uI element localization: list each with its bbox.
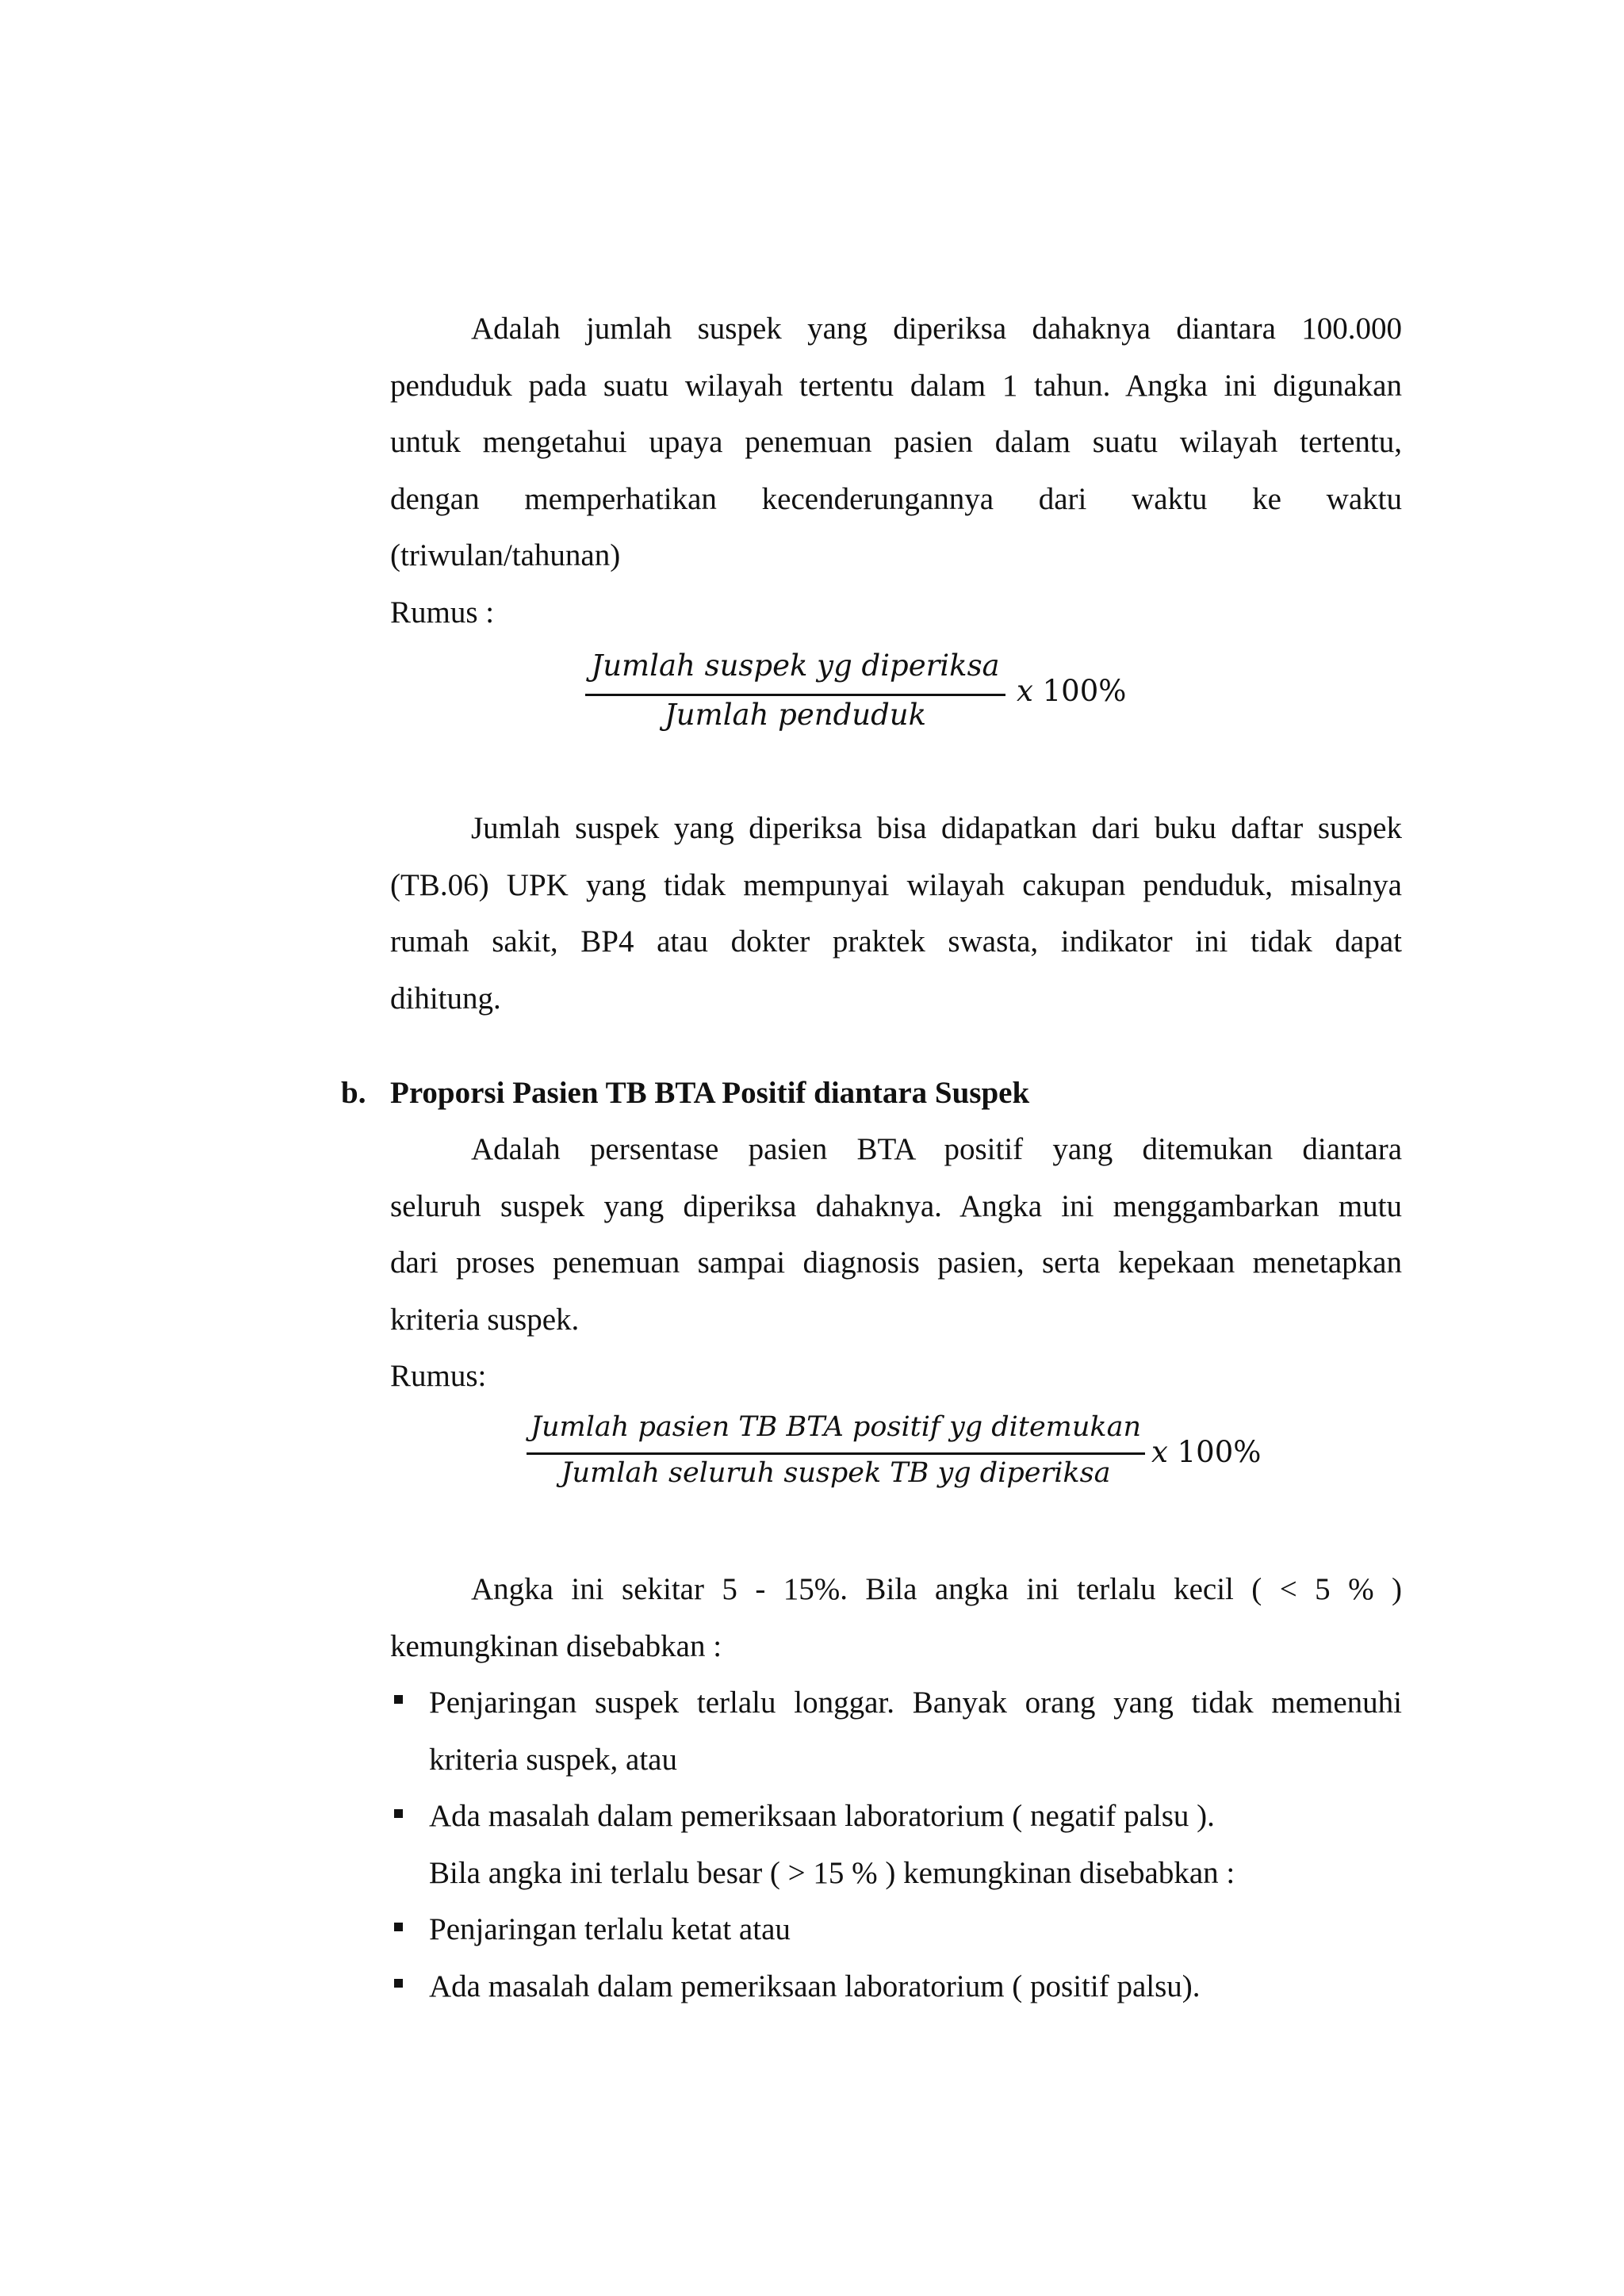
formula-numerator: Jumlah pasien TB BTA positif yg ditemukan	[530, 1411, 1142, 1443]
section-heading: Proporsi Pasien TB BTA Positif diantara Suspek	[390, 1076, 1030, 1110]
multiply-symbol: x	[1017, 674, 1033, 708]
bullet-square-icon	[394, 1979, 403, 1988]
formula-fraction	[527, 1411, 1145, 1498]
fraction-bar	[585, 694, 1005, 696]
paragraph-line: untuk mengetahui upaya penemuan pasien dalam suatu wilayah tertentu,	[390, 425, 1402, 459]
list-item: Ada masalah dalam pemeriksaan laboratorium ( positif palsu).	[429, 1969, 1201, 2003]
list-item: Ada masalah dalam pemeriksaan laboratorium ( negatif palsu ).	[429, 1799, 1215, 1833]
percentage-value: 100%	[1042, 674, 1127, 708]
fraction-bar	[527, 1452, 1145, 1455]
formula-multiplier	[1151, 1435, 1261, 1469]
list-item-continuation: kriteria suspek, atau	[429, 1743, 677, 1777]
paragraph-line: (TB.06) UPK yang tidak mempunyai wilayah cakupan penduduk, misalnya	[390, 868, 1402, 902]
paragraph-line: dari proses penemuan sampai diagnosis pasien, serta kepekaan menetapkan	[390, 1246, 1402, 1280]
paragraph-line: rumah sakit, BP4 atau dokter praktek swasta, indikator ini tidak dapat	[390, 924, 1402, 959]
paragraph-line: dihitung.	[390, 982, 501, 1016]
list-item: Penjaringan suspek terlalu longgar. Banyak orang yang tidak memenuhi	[429, 1686, 1402, 1720]
formula-fraction	[585, 649, 1005, 744]
multiply-symbol: x	[1151, 1435, 1168, 1469]
paragraph-line: kemungkinan disebabkan :	[390, 1629, 722, 1663]
rumus-label: Rumus:	[390, 1359, 487, 1393]
percentage-value: 100%	[1177, 1435, 1262, 1469]
formula-denominator: Jumlah seluruh suspek TB yg diperiksa	[561, 1457, 1111, 1489]
paragraph-line: (triwulan/tahunan)	[390, 538, 621, 572]
section-marker: b.	[341, 1076, 366, 1110]
formula-multiplier	[1017, 674, 1126, 708]
list-item: Penjaringan terlalu ketat atau	[429, 1912, 791, 1946]
paragraph-line: Adalah persentase pasien BTA positif yang ditemukan diantara	[471, 1132, 1402, 1166]
paragraph-line: seluruh suspek yang diperiksa dahaknya. Angka ini menggambarkan mutu	[390, 1189, 1402, 1223]
paragraph-line: kriteria suspek.	[390, 1303, 580, 1337]
bullet-square-icon	[394, 1809, 403, 1818]
bullet-square-icon	[394, 1695, 403, 1704]
bullet-square-icon	[394, 1923, 403, 1931]
paragraph-line: Jumlah suspek yang diperiksa bisa didapatkan dari buku daftar suspek	[471, 811, 1402, 845]
rumus-label: Rumus :	[390, 595, 495, 629]
paragraph-line: Bila angka ini terlalu besar ( > 15 % ) kemungkinan disebabkan :	[429, 1856, 1235, 1890]
paragraph-line: Angka ini sekitar 5 - 15%. Bila angka ini terlalu kecil ( < 5 % )	[471, 1572, 1402, 1606]
formula-numerator: Jumlah suspek yg diperiksa	[591, 649, 1000, 683]
paragraph-line: penduduk pada suatu wilayah tertentu dalam 1 tahun. Angka ini digunakan	[390, 369, 1402, 403]
paragraph-line: dengan memperhatikan kecenderungannya dari waktu ke waktu	[390, 482, 1402, 516]
formula-denominator: Jumlah penduduk	[664, 698, 927, 732]
paragraph-line: Adalah jumlah suspek yang diperiksa dahaknya diantara 100.000	[471, 312, 1402, 346]
